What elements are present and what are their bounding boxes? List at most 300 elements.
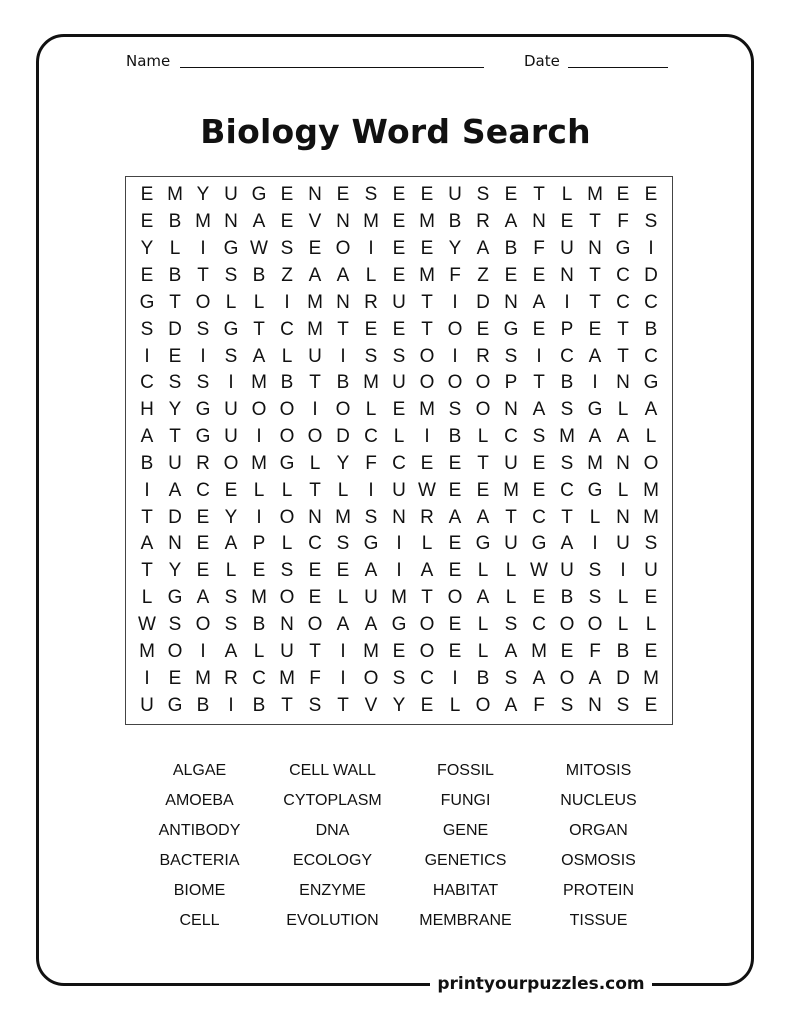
grid-letter: B <box>168 264 182 286</box>
grid-letter: A <box>644 399 658 421</box>
word-list-item: CYTOPLASM <box>283 792 382 809</box>
grid-letter: B <box>140 452 154 474</box>
grid-letter: M <box>167 184 183 206</box>
grid-letter: A <box>476 587 490 609</box>
grid-letter: R <box>224 667 238 689</box>
grid-letter: B <box>252 694 266 716</box>
grid-letter: L <box>645 426 657 448</box>
grid-letter: I <box>452 345 458 367</box>
grid-letter: E <box>560 640 574 662</box>
grid-letter: O <box>643 452 659 474</box>
grid-letter: M <box>195 211 211 233</box>
grid-letter: S <box>560 399 574 421</box>
grid-letter: B <box>644 318 658 340</box>
grid-letter: R <box>476 345 490 367</box>
grid-letter: B <box>168 211 182 233</box>
grid-letter: M <box>307 318 323 340</box>
grid-letter: E <box>644 587 658 609</box>
grid-letter: E <box>140 211 154 233</box>
grid-letter: G <box>223 318 239 340</box>
grid-letter: S <box>532 426 546 448</box>
grid-letter: E <box>532 452 546 474</box>
grid-letter: A <box>420 560 434 582</box>
grid-letter: S <box>364 184 378 206</box>
grid-letter: T <box>309 640 321 662</box>
grid-letter: S <box>476 184 490 206</box>
grid-letter: E <box>644 184 658 206</box>
grid-letter: U <box>364 587 378 609</box>
grid-letter: G <box>251 184 267 206</box>
grid-letter: W <box>138 614 156 636</box>
grid-letter: A <box>532 399 546 421</box>
grid-letter: G <box>195 399 211 421</box>
grid-letter: O <box>195 614 211 636</box>
grid-letter: M <box>335 506 351 528</box>
grid-letter: S <box>168 614 182 636</box>
grid-letter: A <box>588 426 602 448</box>
grid-letter: C <box>252 667 266 689</box>
grid-letter: S <box>588 587 602 609</box>
grid-letter: E <box>336 560 350 582</box>
grid-letter: I <box>340 345 346 367</box>
grid-letter: L <box>505 587 517 609</box>
grid-letter: N <box>616 452 630 474</box>
grid-letter: S <box>224 587 238 609</box>
grid-letter: U <box>616 533 630 555</box>
grid-letter: O <box>419 345 435 367</box>
grid-letter: L <box>337 479 349 501</box>
word-list-item: FUNGI <box>440 792 491 809</box>
word-list-item: ECOLOGY <box>292 852 373 869</box>
grid-letter: A <box>364 614 378 636</box>
grid-letter: E <box>196 506 210 528</box>
grid-letter: D <box>168 506 182 528</box>
grid-letter: E <box>420 694 434 716</box>
grid-letter: T <box>281 694 293 716</box>
grid-letter: E <box>476 318 490 340</box>
grid-letter: F <box>365 452 377 474</box>
grid-letter: M <box>559 426 575 448</box>
grid-letter: U <box>308 345 322 367</box>
grid-letter: M <box>503 479 519 501</box>
grid-letter: S <box>588 560 602 582</box>
grid-letter: R <box>476 211 490 233</box>
grid-letter: D <box>644 264 658 286</box>
grid-letter: U <box>392 372 406 394</box>
grid-letter: U <box>392 291 406 313</box>
grid-letter: S <box>504 614 518 636</box>
grid-letter: E <box>532 264 546 286</box>
grid-letter: A <box>140 533 154 555</box>
grid-letter: L <box>477 614 489 636</box>
grid-letter: M <box>643 667 659 689</box>
grid-letter: L <box>281 345 293 367</box>
grid-letter: O <box>559 614 575 636</box>
grid-letter: C <box>420 667 434 689</box>
grid-letter: E <box>168 345 182 367</box>
grid-letter: I <box>144 345 150 367</box>
grid-letter: A <box>588 667 602 689</box>
grid-letter: O <box>223 452 239 474</box>
grid-letter: N <box>280 614 294 636</box>
name-label: Name <box>126 52 171 70</box>
grid-letter: G <box>195 426 211 448</box>
grid-letter: A <box>504 211 518 233</box>
grid-letter: L <box>281 479 293 501</box>
grid-letter: N <box>392 506 406 528</box>
grid-letter: N <box>168 533 182 555</box>
grid-letter: B <box>504 238 518 260</box>
grid-letter: O <box>475 694 491 716</box>
grid-letter: M <box>587 452 603 474</box>
grid-letter: S <box>224 345 238 367</box>
grid-letter: G <box>139 291 155 313</box>
date-line <box>568 67 668 68</box>
grid-letter: S <box>504 667 518 689</box>
grid-letter: G <box>279 452 295 474</box>
word-list-item: PROTEIN <box>562 882 635 899</box>
grid-letter: A <box>252 345 266 367</box>
grid-letter: S <box>224 614 238 636</box>
word-list-item: AMOEBA <box>165 792 234 809</box>
grid-letter: I <box>228 372 234 394</box>
grid-letter: T <box>309 479 321 501</box>
word-list-item: BACTERIA <box>159 852 240 869</box>
grid-letter: E <box>420 452 434 474</box>
grid-letter: S <box>392 345 406 367</box>
grid-letter: V <box>308 211 322 233</box>
grid-letter: L <box>337 587 349 609</box>
grid-letter: A <box>504 694 518 716</box>
grid-letter: G <box>223 238 239 260</box>
grid-letter: E <box>616 184 630 206</box>
grid-letter: L <box>645 614 657 636</box>
grid-letter: S <box>196 372 210 394</box>
grid-letter: E <box>644 640 658 662</box>
grid-letter: E <box>140 264 154 286</box>
grid-letter: I <box>396 560 402 582</box>
grid-letter: N <box>588 694 602 716</box>
grid-letter: F <box>617 211 629 233</box>
word-list-item: ALGAE <box>172 762 227 779</box>
grid-letter: E <box>364 318 378 340</box>
grid-letter: B <box>252 264 266 286</box>
grid-letter: E <box>392 211 406 233</box>
grid-letter: Y <box>336 452 350 474</box>
grid-letter: W <box>250 238 268 260</box>
grid-letter: O <box>419 614 435 636</box>
grid-letter: U <box>140 694 154 716</box>
grid-letter: O <box>363 667 379 689</box>
word-list-item: DNA <box>315 822 350 839</box>
grid-letter: O <box>475 399 491 421</box>
grid-letter: T <box>561 506 573 528</box>
grid-letter: B <box>560 372 574 394</box>
grid-letter: E <box>196 560 210 582</box>
grid-letter: I <box>200 238 206 260</box>
grid-letter: M <box>363 640 379 662</box>
grid-letter: E <box>308 587 322 609</box>
grid-letter: I <box>200 640 206 662</box>
puzzle-grid <box>133 182 665 719</box>
grid-letter: A <box>224 533 238 555</box>
grid-letter: G <box>587 399 603 421</box>
grid-letter: L <box>617 587 629 609</box>
grid-letter: A <box>616 426 630 448</box>
grid-letter: E <box>308 560 322 582</box>
grid-letter: V <box>364 694 378 716</box>
grid-letter: A <box>588 345 602 367</box>
grid-letter: O <box>419 372 435 394</box>
grid-letter: L <box>169 238 181 260</box>
grid-letter: O <box>587 614 603 636</box>
grid-letter: U <box>224 184 238 206</box>
grid-letter: I <box>564 291 570 313</box>
grid-letter: S <box>448 399 462 421</box>
grid-letter: G <box>167 694 183 716</box>
grid-letter: I <box>648 238 654 260</box>
grid-letter: E <box>140 184 154 206</box>
grid-letter: U <box>224 426 238 448</box>
grid-letter: W <box>418 479 436 501</box>
grid-letter: O <box>251 399 267 421</box>
grid-letter: R <box>364 291 378 313</box>
grid-letter: S <box>308 694 322 716</box>
grid-letter: S <box>140 318 154 340</box>
grid-letter: S <box>280 560 294 582</box>
grid-letter: M <box>307 291 323 313</box>
grid-letter: E <box>252 560 266 582</box>
grid-letter: P <box>504 372 518 394</box>
grid-letter: I <box>396 533 402 555</box>
grid-letter: S <box>392 667 406 689</box>
grid-letter: O <box>279 587 295 609</box>
word-list-item: BIOME <box>173 882 226 899</box>
grid-letter: L <box>253 479 265 501</box>
grid-letter: T <box>421 291 433 313</box>
grid-letter: L <box>225 291 237 313</box>
word-list-item: GENETICS <box>424 852 507 869</box>
grid-letter: N <box>308 184 322 206</box>
grid-letter: T <box>589 211 601 233</box>
grid-letter: E <box>448 614 462 636</box>
grid-letter: O <box>307 614 323 636</box>
grid-letter: N <box>336 291 350 313</box>
grid-letter: E <box>336 184 350 206</box>
grid-letter: Z <box>477 264 489 286</box>
grid-letter: E <box>532 587 546 609</box>
grid-letter: I <box>340 640 346 662</box>
grid-letter: U <box>560 560 574 582</box>
grid-letter: D <box>336 426 350 448</box>
grid-letter: I <box>592 372 598 394</box>
grid-letter: F <box>309 667 321 689</box>
grid-letter: I <box>312 399 318 421</box>
grid-letter: L <box>561 184 573 206</box>
grid-letter: O <box>447 318 463 340</box>
grid-letter: E <box>196 533 210 555</box>
grid-letter: A <box>448 506 462 528</box>
grid-letter: R <box>196 452 210 474</box>
grid-letter: M <box>251 452 267 474</box>
grid-letter: B <box>448 426 462 448</box>
grid-letter: I <box>284 291 290 313</box>
grid-letter: M <box>587 184 603 206</box>
grid-letter: E <box>420 238 434 260</box>
grid-letter: M <box>643 506 659 528</box>
grid-letter: T <box>589 264 601 286</box>
grid-letter: N <box>616 506 630 528</box>
grid-letter: F <box>533 694 545 716</box>
word-list-item: FOSSIL <box>437 762 494 779</box>
word-list-item: GENE <box>442 822 489 839</box>
grid-letter: Y <box>224 506 238 528</box>
grid-letter: L <box>617 479 629 501</box>
grid-letter: O <box>279 399 295 421</box>
grid-letter: E <box>392 264 406 286</box>
grid-letter: C <box>308 533 322 555</box>
grid-letter: S <box>364 506 378 528</box>
date-label: Date <box>524 52 560 70</box>
grid-letter: U <box>504 533 518 555</box>
word-list-item: ENZYME <box>299 882 366 899</box>
grid-letter: S <box>336 533 350 555</box>
grid-letter: O <box>447 587 463 609</box>
grid-letter: A <box>336 264 350 286</box>
grid-letter: E <box>392 399 406 421</box>
word-list-item: HABITAT <box>432 882 499 899</box>
grid-letter: M <box>419 211 435 233</box>
grid-letter: E <box>392 238 406 260</box>
grid-letter: Z <box>281 264 293 286</box>
grid-letter: S <box>504 345 518 367</box>
page-title: Biology Word Search <box>200 112 591 151</box>
grid-letter: C <box>504 426 518 448</box>
grid-letter: A <box>476 506 490 528</box>
grid-letter: N <box>560 264 574 286</box>
grid-letter: L <box>449 694 461 716</box>
grid-letter: L <box>141 587 153 609</box>
grid-letter: I <box>144 479 150 501</box>
grid-letter: C <box>364 426 378 448</box>
grid-letter: C <box>644 345 658 367</box>
grid-letter: I <box>536 345 542 367</box>
grid-letter: B <box>252 614 266 636</box>
grid-letter: M <box>531 640 547 662</box>
grid-letter: T <box>589 291 601 313</box>
grid-letter: F <box>589 640 601 662</box>
grid-letter: E <box>448 560 462 582</box>
grid-letter: N <box>308 506 322 528</box>
grid-letter: L <box>589 506 601 528</box>
grid-letter: E <box>448 452 462 474</box>
grid-letter: M <box>419 264 435 286</box>
grid-letter: L <box>281 533 293 555</box>
grid-letter: U <box>504 452 518 474</box>
word-list-item: CELL <box>179 912 220 929</box>
grid-letter: A <box>532 291 546 313</box>
grid-letter: A <box>252 211 266 233</box>
word-list-item: NUCLEUS <box>560 792 637 809</box>
grid-letter: L <box>309 452 321 474</box>
grid-letter: G <box>167 587 183 609</box>
grid-letter: S <box>560 694 574 716</box>
grid-letter: W <box>530 560 548 582</box>
grid-letter: T <box>253 318 265 340</box>
grid-letter: I <box>200 345 206 367</box>
grid-letter: S <box>280 238 294 260</box>
grid-letter: N <box>588 238 602 260</box>
word-list-item: MITOSIS <box>565 762 632 779</box>
grid-letter: U <box>448 184 462 206</box>
grid-letter: U <box>644 560 658 582</box>
grid-letter: M <box>251 587 267 609</box>
grid-letter: A <box>364 560 378 582</box>
grid-letter: O <box>447 372 463 394</box>
grid-letter: E <box>532 479 546 501</box>
grid-letter: N <box>336 211 350 233</box>
grid-letter: G <box>531 533 547 555</box>
grid-letter: E <box>504 264 518 286</box>
grid-letter: M <box>251 372 267 394</box>
grid-letter: G <box>391 614 407 636</box>
grid-letter: C <box>616 264 630 286</box>
grid-letter: I <box>256 506 262 528</box>
grid-letter: L <box>477 640 489 662</box>
grid-letter: L <box>253 291 265 313</box>
grid-letter: E <box>420 184 434 206</box>
grid-letter: I <box>256 426 262 448</box>
grid-letter: F <box>449 264 461 286</box>
grid-letter: A <box>336 614 350 636</box>
word-list-item: EVOLUTION <box>286 912 379 929</box>
grid-letter: O <box>419 640 435 662</box>
grid-letter: O <box>167 640 183 662</box>
grid-letter: U <box>168 452 182 474</box>
grid-letter: E <box>448 640 462 662</box>
grid-letter: Y <box>168 399 182 421</box>
grid-letter: O <box>307 426 323 448</box>
grid-letter: I <box>228 694 234 716</box>
grid-letter: M <box>363 211 379 233</box>
grid-letter: E <box>280 184 294 206</box>
grid-letter: S <box>224 264 238 286</box>
grid-letter: E <box>224 479 238 501</box>
grid-letter: T <box>141 506 153 528</box>
grid-letter: L <box>477 426 489 448</box>
grid-letter: M <box>419 399 435 421</box>
grid-letter: I <box>144 667 150 689</box>
grid-letter: E <box>532 318 546 340</box>
grid-letter: L <box>421 533 433 555</box>
grid-letter: U <box>560 238 574 260</box>
grid-letter: S <box>644 533 658 555</box>
grid-letter: T <box>197 264 209 286</box>
grid-letter: Y <box>196 184 210 206</box>
grid-letter: G <box>363 533 379 555</box>
grid-letter: D <box>616 667 630 689</box>
grid-letter: G <box>587 479 603 501</box>
grid-letter: E <box>588 318 602 340</box>
grid-letter: E <box>448 533 462 555</box>
word-list-item: CELL WALL <box>289 762 376 779</box>
grid-letter: I <box>340 667 346 689</box>
grid-letter: I <box>368 238 374 260</box>
grid-letter: C <box>532 614 546 636</box>
grid-letter: L <box>393 426 405 448</box>
grid-letter: S <box>644 211 658 233</box>
grid-letter: Y <box>392 694 406 716</box>
